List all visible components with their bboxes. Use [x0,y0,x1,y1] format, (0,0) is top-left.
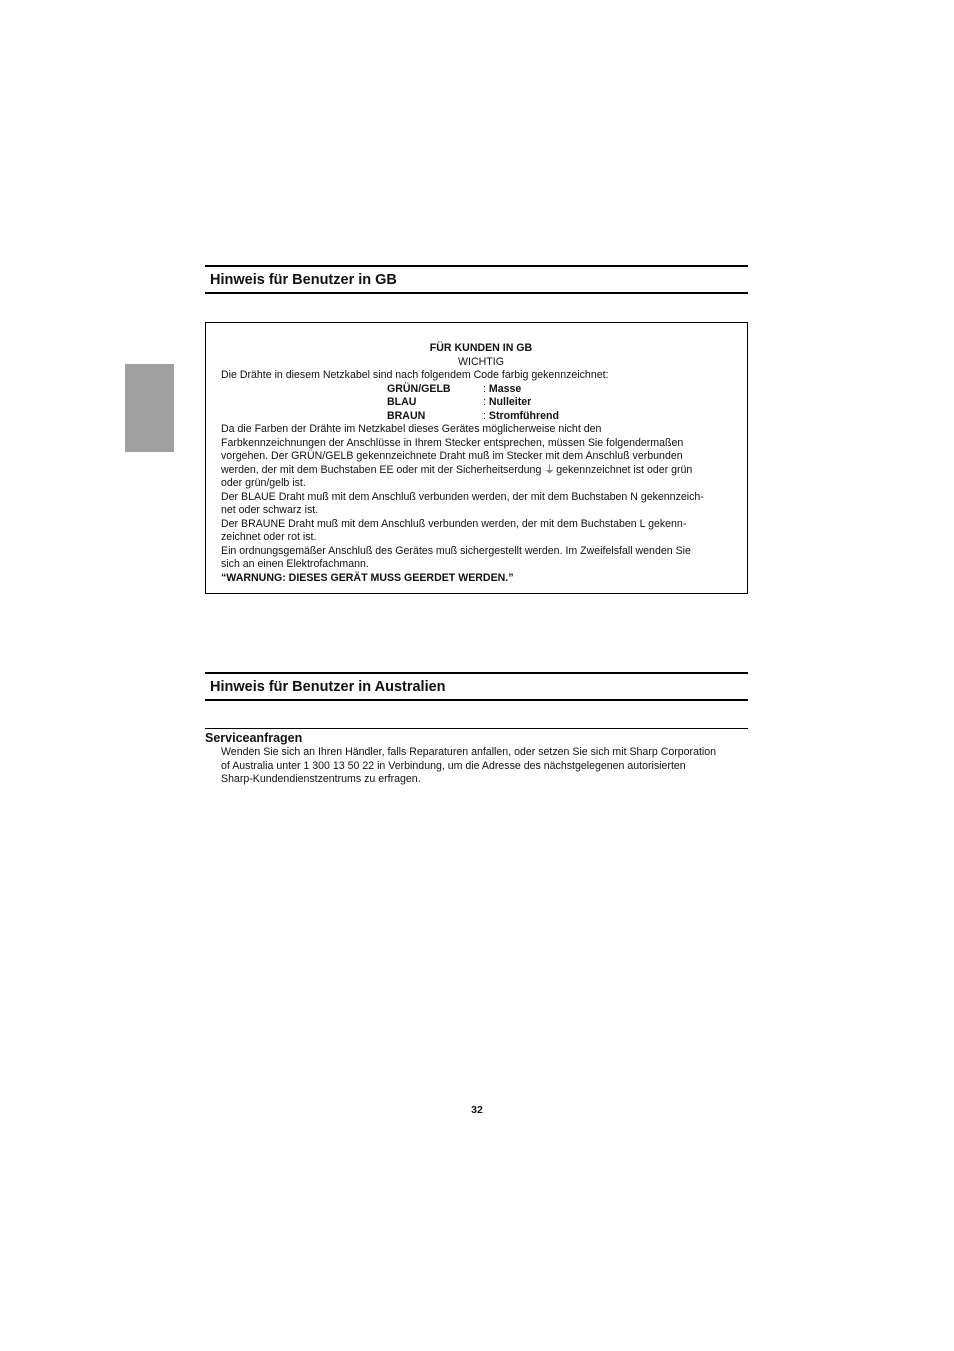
paragraph-line: of Australia unter 1 300 13 50 22 in Verbindung, um die Adresse des nächstgelegenen autorisierten [221,759,686,772]
paragraph-line [221,464,741,478]
notice-title: FÜR KUNDEN IN GB [429,342,533,354]
paragraph-fragment: werden, der mit dem Buchstaben EE oder mit der Sicherheitserdung [221,463,542,476]
paragraph-line: vorgehen. Der GRÜN/GELB gekennzeichnete Draht muß im Stecker mit dem Anschluß verbunden [221,450,683,462]
page-number: 32 [471,1104,483,1116]
section-title-australia: Hinweis für Benutzer in Australien [210,679,446,695]
paragraph-line: Wenden Sie sich an Ihren Händler, falls Reparaturen anfallen, oder setzen Sie sich mit Sharp Corporation [221,746,717,758]
wire-color: BRAUN [387,409,426,422]
wire-meaning: Masse [488,382,522,395]
language-side-tab [125,364,174,452]
wire-code-row: BLAU : Nulleiter [387,396,532,408]
paragraph-line: Der BRAUNE Draht muß mit dem Anschluß verbunden werden, der mit dem Buchstaben L gekenn- [221,517,687,530]
wire-meaning: Nulleiter [488,396,532,408]
section-heading-gb [205,265,748,294]
paragraph-fragment: gekennzeichnet ist oder grün [556,463,693,476]
section-title-gb: Hinweis für Benutzer in GB [210,272,397,288]
gb-notice-box [205,322,748,594]
paragraph-line: oder grün/gelb ist. [221,477,306,489]
paragraph-line: Sharp-Kundendienstzentrums zu erfragen. [221,773,421,785]
paragraph-line: Ein ordnungsgemäßer Anschluß des Gerätes muß sichergestellt werden. Im Zweifelsfall wenden Sie [221,544,691,557]
wire-code-row: BRAUN : Stromführend [387,409,559,422]
service-text [221,746,751,787]
gb-notice-content [221,342,741,585]
subsection-title: Serviceanfragen [205,731,303,745]
wire-code-row: GRÜN/GELB : Masse [387,382,522,395]
wire-color: BLAU [387,396,417,408]
paragraph-line: Da die Farben der Drähte im Netzkabel dieses Gerätes möglicherweise nicht den [221,423,602,435]
paragraph-line: Der BLAUE Draht muß mit dem Anschluß verbunden werden, der mit dem Buchstaben N gekennzeich- [221,490,704,503]
paragraph-line: net oder schwarz ist. [221,504,319,516]
divider [205,728,748,729]
wire-meaning: Stromführend [488,409,559,422]
paragraph-line: sich an einen Elektrofachmann. [221,558,369,570]
wire-color: GRÜN/GELB [387,382,451,395]
paragraph-line: zeichnet oder rot ist. [221,531,317,543]
section-heading-australia [205,672,748,701]
earth-ground-icon: ⏚ [544,463,555,476]
paragraph-line: Farbkennzeichnungen der Anschlüsse in Ihrem Stecker entsprechen, müssen Sie folgendermaßen [221,436,684,449]
notice-subtitle: WICHTIG [458,355,504,368]
notice-intro: Die Drähte in diesem Netzkabel sind nach folgendem Code farbig gekennzeichnet: [221,369,609,381]
warning-text: “WARNUNG: DIESES GERÄT MUSS GEERDET WERDEN.” [221,571,514,584]
